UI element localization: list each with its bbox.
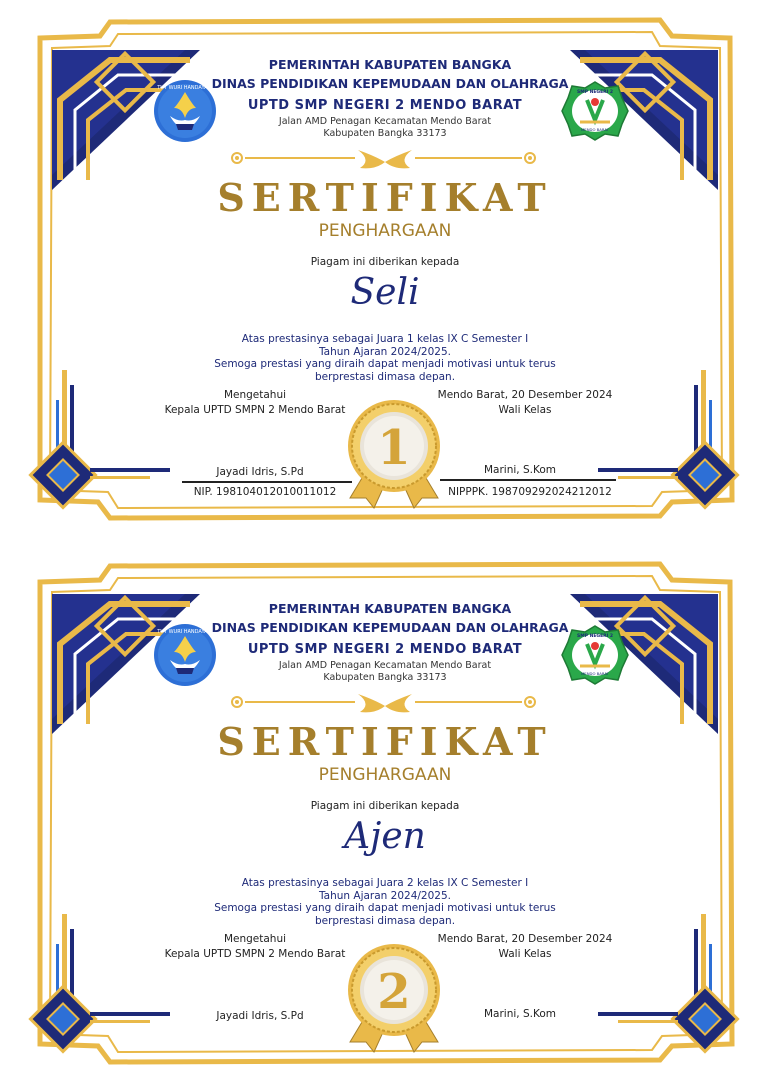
desc-line-3: Semoga prestasi yang diraih dapat menjadi motivasi untuk terus bbox=[214, 358, 556, 370]
teacher-label-1: Mendo Barat, 20 Desember 2024 bbox=[437, 389, 613, 401]
teacher-signature-label bbox=[420, 388, 630, 418]
recipient-name: Ajen bbox=[344, 816, 426, 857]
medal-number: 2 bbox=[377, 964, 411, 1020]
given-to-text: Piagam ini diberikan kepada bbox=[310, 256, 460, 268]
logo-right-sub: MENDO BARAT bbox=[581, 127, 609, 132]
logo-left-text: TUT WURI HANDAYANI bbox=[157, 629, 213, 635]
header-government: PEMERINTAH KABUPATEN BANGKA bbox=[268, 601, 512, 616]
principal-name: Jayadi Idris, S.Pd bbox=[216, 466, 304, 478]
desc-line-4: berprestasi dimasa depan. bbox=[314, 370, 456, 383]
divider-ornament bbox=[232, 150, 535, 168]
gold-medal bbox=[344, 942, 444, 1054]
teacher-label-2: Wali Kelas bbox=[498, 404, 552, 416]
principal-name: Jayadi Idris, S.Pd bbox=[216, 1010, 304, 1022]
address-line-2: Kabupaten Bangka 33173 bbox=[323, 672, 447, 683]
certificate-2 bbox=[0, 544, 768, 1068]
header-school: UPTD SMP NEGERI 2 MENDO BARAT bbox=[247, 98, 523, 113]
header-school: UPTD SMP NEGERI 2 MENDO BARAT bbox=[247, 642, 523, 657]
achievement-description bbox=[180, 333, 590, 383]
school-address bbox=[230, 116, 540, 140]
logo-right-text: SMP NEGERI 2 bbox=[576, 634, 614, 639]
recipient-name: Seli bbox=[350, 272, 420, 313]
header-department: DINAS PENDIDIKAN KEPEMUDAAN DAN OLAHRAGA bbox=[211, 76, 569, 91]
desc-line-2: Tahun Ajaran 2024/2025. bbox=[318, 889, 451, 902]
logo-left-text: TUT WURI HANDAYANI bbox=[157, 85, 213, 91]
header-government: PEMERINTAH KABUPATEN BANGKA bbox=[268, 57, 512, 72]
desc-line-2: Tahun Ajaran 2024/2025. bbox=[318, 345, 451, 358]
principal-label-2: Kepala UPTD SMPN 2 Mendo Barat bbox=[164, 948, 346, 960]
teacher-name: Marini, S.Kom bbox=[484, 1008, 556, 1020]
principal-signature-label bbox=[160, 388, 350, 418]
principal-label-1: Mengetahui bbox=[223, 933, 287, 945]
desc-line-1: Atas prestasinya sebagai Juara 1 kelas IX C Semester I bbox=[241, 333, 529, 345]
desc-line-4: berprestasi dimasa depan. bbox=[314, 914, 456, 927]
teacher-signature-label bbox=[420, 932, 630, 962]
teacher-label-2: Wali Kelas bbox=[498, 948, 552, 960]
principal-signature-line bbox=[182, 481, 352, 483]
gold-medal bbox=[344, 398, 444, 510]
principal-nip: NIP. 198104012010011012 bbox=[193, 486, 337, 498]
school-address bbox=[230, 660, 540, 684]
given-to-text: Piagam ini diberikan kepada bbox=[310, 800, 460, 812]
teacher-name: Marini, S.Kom bbox=[484, 464, 556, 476]
certificate-title: SERTIFIKAT bbox=[217, 719, 553, 764]
principal-label-2: Kepala UPTD SMPN 2 Mendo Barat bbox=[164, 404, 346, 416]
principal-signature-label bbox=[160, 932, 350, 962]
address-line-1: Jalan AMD Penagan Kecamatan Mendo Barat bbox=[278, 660, 492, 671]
teacher-nip: NIPPPK. 198709292024212012 bbox=[448, 486, 612, 498]
teacher-signature-line bbox=[440, 479, 616, 481]
address-line-1: Jalan AMD Penagan Kecamatan Mendo Barat bbox=[278, 116, 492, 127]
address-line-2: Kabupaten Bangka 33173 bbox=[323, 128, 447, 139]
desc-line-3: Semoga prestasi yang diraih dapat menjadi motivasi untuk terus bbox=[214, 902, 556, 914]
certificate-1 bbox=[0, 0, 768, 524]
desc-line-1: Atas prestasinya sebagai Juara 2 kelas IX C Semester I bbox=[241, 877, 529, 889]
certificate-subtitle: PENGHARGAAN bbox=[318, 221, 452, 241]
divider-ornament bbox=[232, 694, 535, 712]
header-department: DINAS PENDIDIKAN KEPEMUDAAN DAN OLAHRAGA bbox=[211, 620, 569, 635]
certificate-title: SERTIFIKAT bbox=[217, 175, 553, 220]
logo-right-sub: MENDO BARAT bbox=[581, 671, 609, 676]
logo-right-text: SMP NEGERI 2 bbox=[576, 90, 614, 95]
achievement-description bbox=[180, 877, 590, 927]
medal-number: 1 bbox=[377, 420, 411, 476]
principal-label-1: Mengetahui bbox=[223, 389, 287, 401]
certificate-subtitle: PENGHARGAAN bbox=[318, 765, 452, 785]
teacher-label-1: Mendo Barat, 20 Desember 2024 bbox=[437, 933, 613, 945]
